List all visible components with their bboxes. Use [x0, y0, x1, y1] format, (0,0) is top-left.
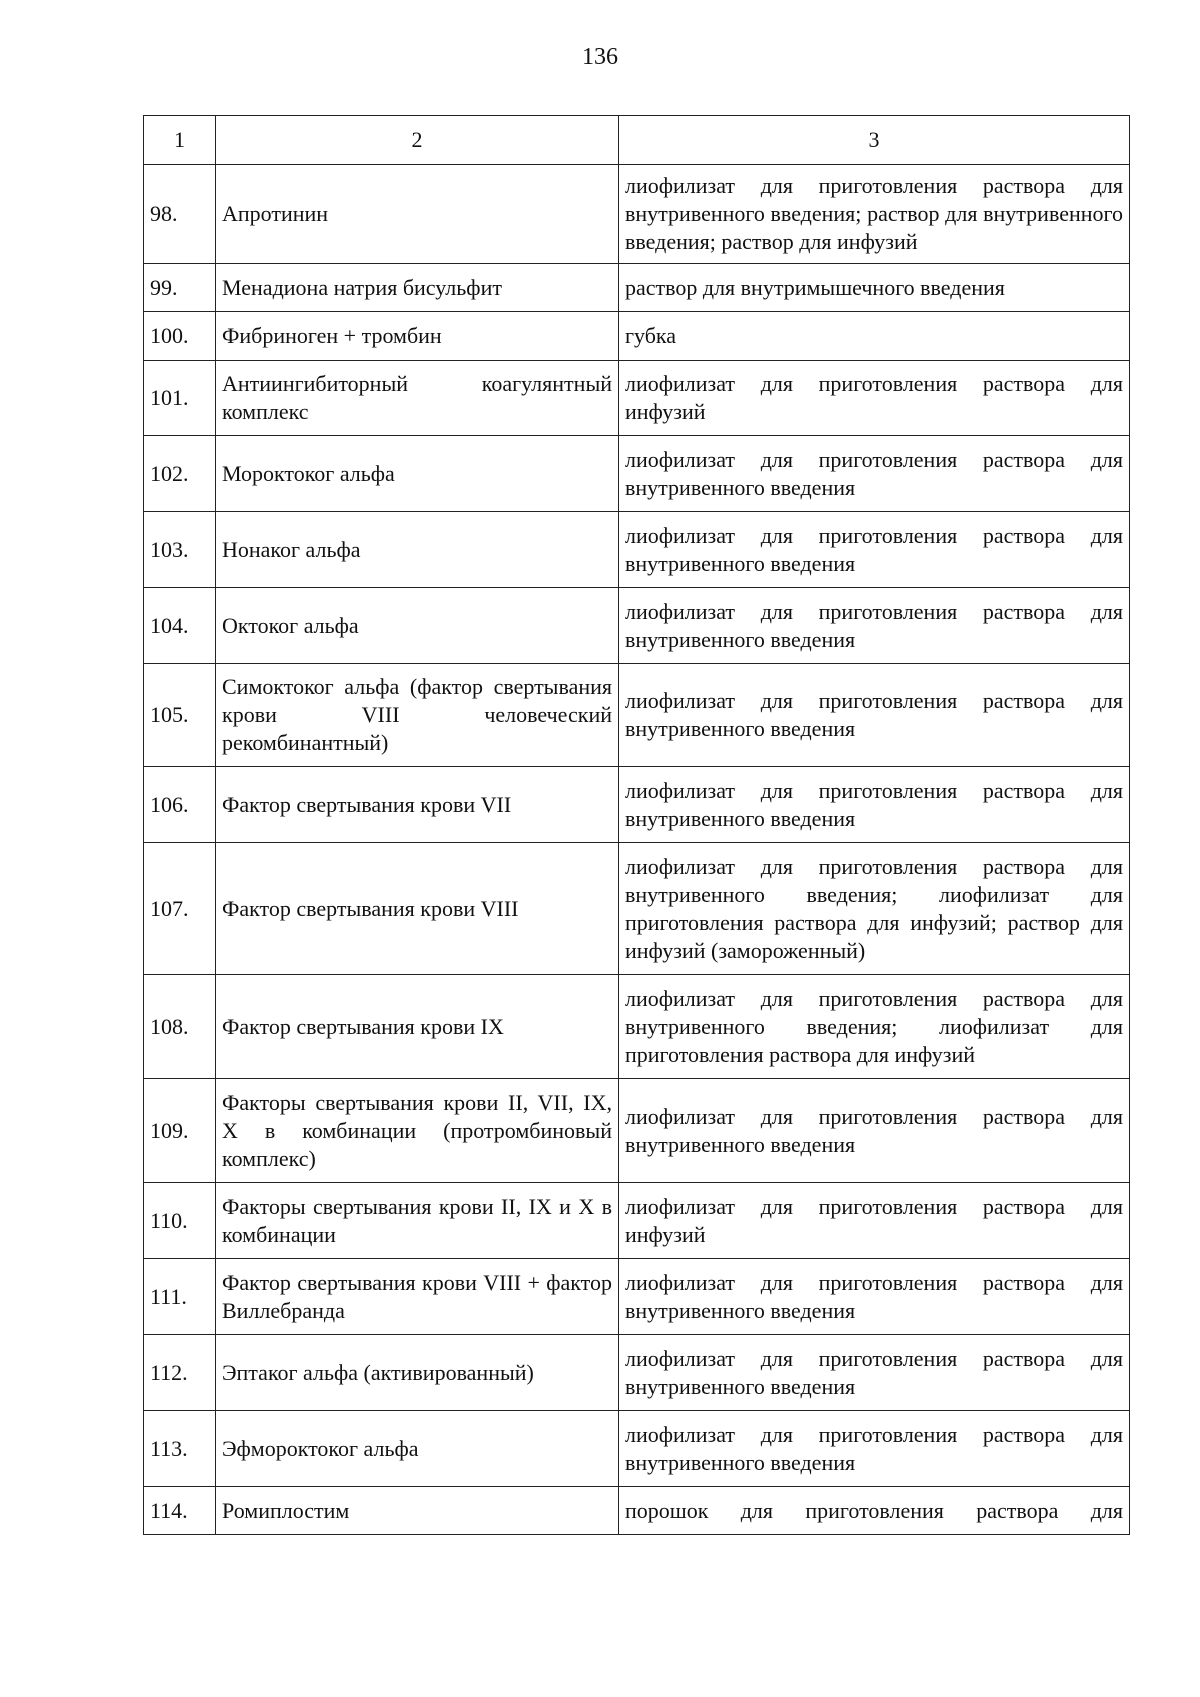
column-header-1: 1 [144, 116, 216, 165]
dosage-form: лиофилизат для приготовления раствора для внутривенного введения [619, 664, 1130, 767]
drug-name: Фактор свертывания крови VIII [216, 843, 619, 975]
row-number: 109. [144, 1079, 216, 1183]
row-number: 106. [144, 767, 216, 843]
dosage-form: лиофилизат для приготовления раствора для внутривенного введения [619, 767, 1130, 843]
row-number: 98. [144, 165, 216, 264]
table-row [144, 588, 1130, 664]
drug-name: Октоког альфа [216, 588, 619, 664]
dosage-form: лиофилизат для приготовления раствора для внутривенного введения; раствор для внутривенного введения; раствор для инфузий [619, 165, 1130, 264]
row-number: 99. [144, 264, 216, 312]
dosage-form: лиофилизат для приготовления раствора для инфузий [619, 361, 1130, 436]
drug-name: Менадиона натрия бисульфит [216, 264, 619, 312]
page-number: 136 [582, 44, 618, 70]
table-row [144, 1079, 1130, 1183]
dosage-form: лиофилизат для приготовления раствора для внутривенного введения [619, 1411, 1130, 1487]
drug-name: Фактор свертывания крови IX [216, 975, 619, 1079]
drug-name: Фактор свертывания крови VII [216, 767, 619, 843]
table-row [144, 512, 1130, 588]
table-row [144, 664, 1130, 767]
drug-name: Эптаког альфа (активированный) [216, 1335, 619, 1411]
table-row [144, 1183, 1130, 1259]
row-number: 107. [144, 843, 216, 975]
drug-name: Антиингибиторный коагулянтный комплекс [216, 361, 619, 436]
drug-name: Ромиплостим [216, 1487, 619, 1535]
dosage-form: порошок для приготовления раствора для [619, 1487, 1130, 1535]
row-number: 104. [144, 588, 216, 664]
dosage-form: лиофилизат для приготовления раствора для внутривенного введения [619, 1079, 1130, 1183]
dosage-form: лиофилизат для приготовления раствора для внутривенного введения [619, 1335, 1130, 1411]
dosage-form: лиофилизат для приготовления раствора для внутривенного введения; лиофилизат для приготовления раствора для инфузий [619, 975, 1130, 1079]
dosage-form: лиофилизат для приготовления раствора для внутривенного введения [619, 436, 1130, 512]
table-row [144, 975, 1130, 1079]
dosage-form: лиофилизат для приготовления раствора для внутривенного введения; лиофилизат для приготовления раствора для инфузий; раствор для инфузий (замороженный) [619, 843, 1130, 975]
table-row [144, 312, 1130, 361]
row-number: 114. [144, 1487, 216, 1535]
table-row [144, 1487, 1130, 1535]
row-number: 100. [144, 312, 216, 361]
table-row [144, 165, 1130, 264]
table-row [144, 361, 1130, 436]
column-header-2: 2 [216, 116, 619, 165]
dosage-form: лиофилизат для приготовления раствора для инфузий [619, 1183, 1130, 1259]
row-number: 111. [144, 1259, 216, 1335]
drug-name: Факторы свертывания крови II, IX и X в комбинации [216, 1183, 619, 1259]
drug-name: Апротинин [216, 165, 619, 264]
row-number: 112. [144, 1335, 216, 1411]
dosage-form: лиофилизат для приготовления раствора для внутривенного введения [619, 1259, 1130, 1335]
table-row [144, 264, 1130, 312]
table-row [144, 436, 1130, 512]
dosage-form: лиофилизат для приготовления раствора для внутривенного введения [619, 588, 1130, 664]
row-number: 110. [144, 1183, 216, 1259]
table-header-row [144, 116, 1130, 165]
table-row [144, 843, 1130, 975]
column-header-3: 3 [619, 116, 1130, 165]
row-number: 101. [144, 361, 216, 436]
drug-name: Эфмороктоког альфа [216, 1411, 619, 1487]
row-number: 108. [144, 975, 216, 1079]
row-number: 102. [144, 436, 216, 512]
table-row [144, 1335, 1130, 1411]
row-number: 113. [144, 1411, 216, 1487]
dosage-form: раствор для внутримышечного введения [619, 264, 1130, 312]
table-row [144, 1411, 1130, 1487]
dosage-form: губка [619, 312, 1130, 361]
drug-name: Факторы свертывания крови II, VII, IX, X в комбинации (протромбиновый комплекс) [216, 1079, 619, 1183]
row-number: 105. [144, 664, 216, 767]
row-number: 103. [144, 512, 216, 588]
drug-name: Фактор свертывания крови VIII + фактор Виллебранда [216, 1259, 619, 1335]
drug-name: Симоктоког альфа (фактор свертывания крови VIII человеческий рекомбинантный) [216, 664, 619, 767]
table-row [144, 767, 1130, 843]
medication-table [143, 115, 1130, 1535]
drug-name: Мороктоког альфа [216, 436, 619, 512]
dosage-form: лиофилизат для приготовления раствора для внутривенного введения [619, 512, 1130, 588]
drug-name: Нонаког альфа [216, 512, 619, 588]
table-row [144, 1259, 1130, 1335]
drug-name: Фибриноген + тромбин [216, 312, 619, 361]
